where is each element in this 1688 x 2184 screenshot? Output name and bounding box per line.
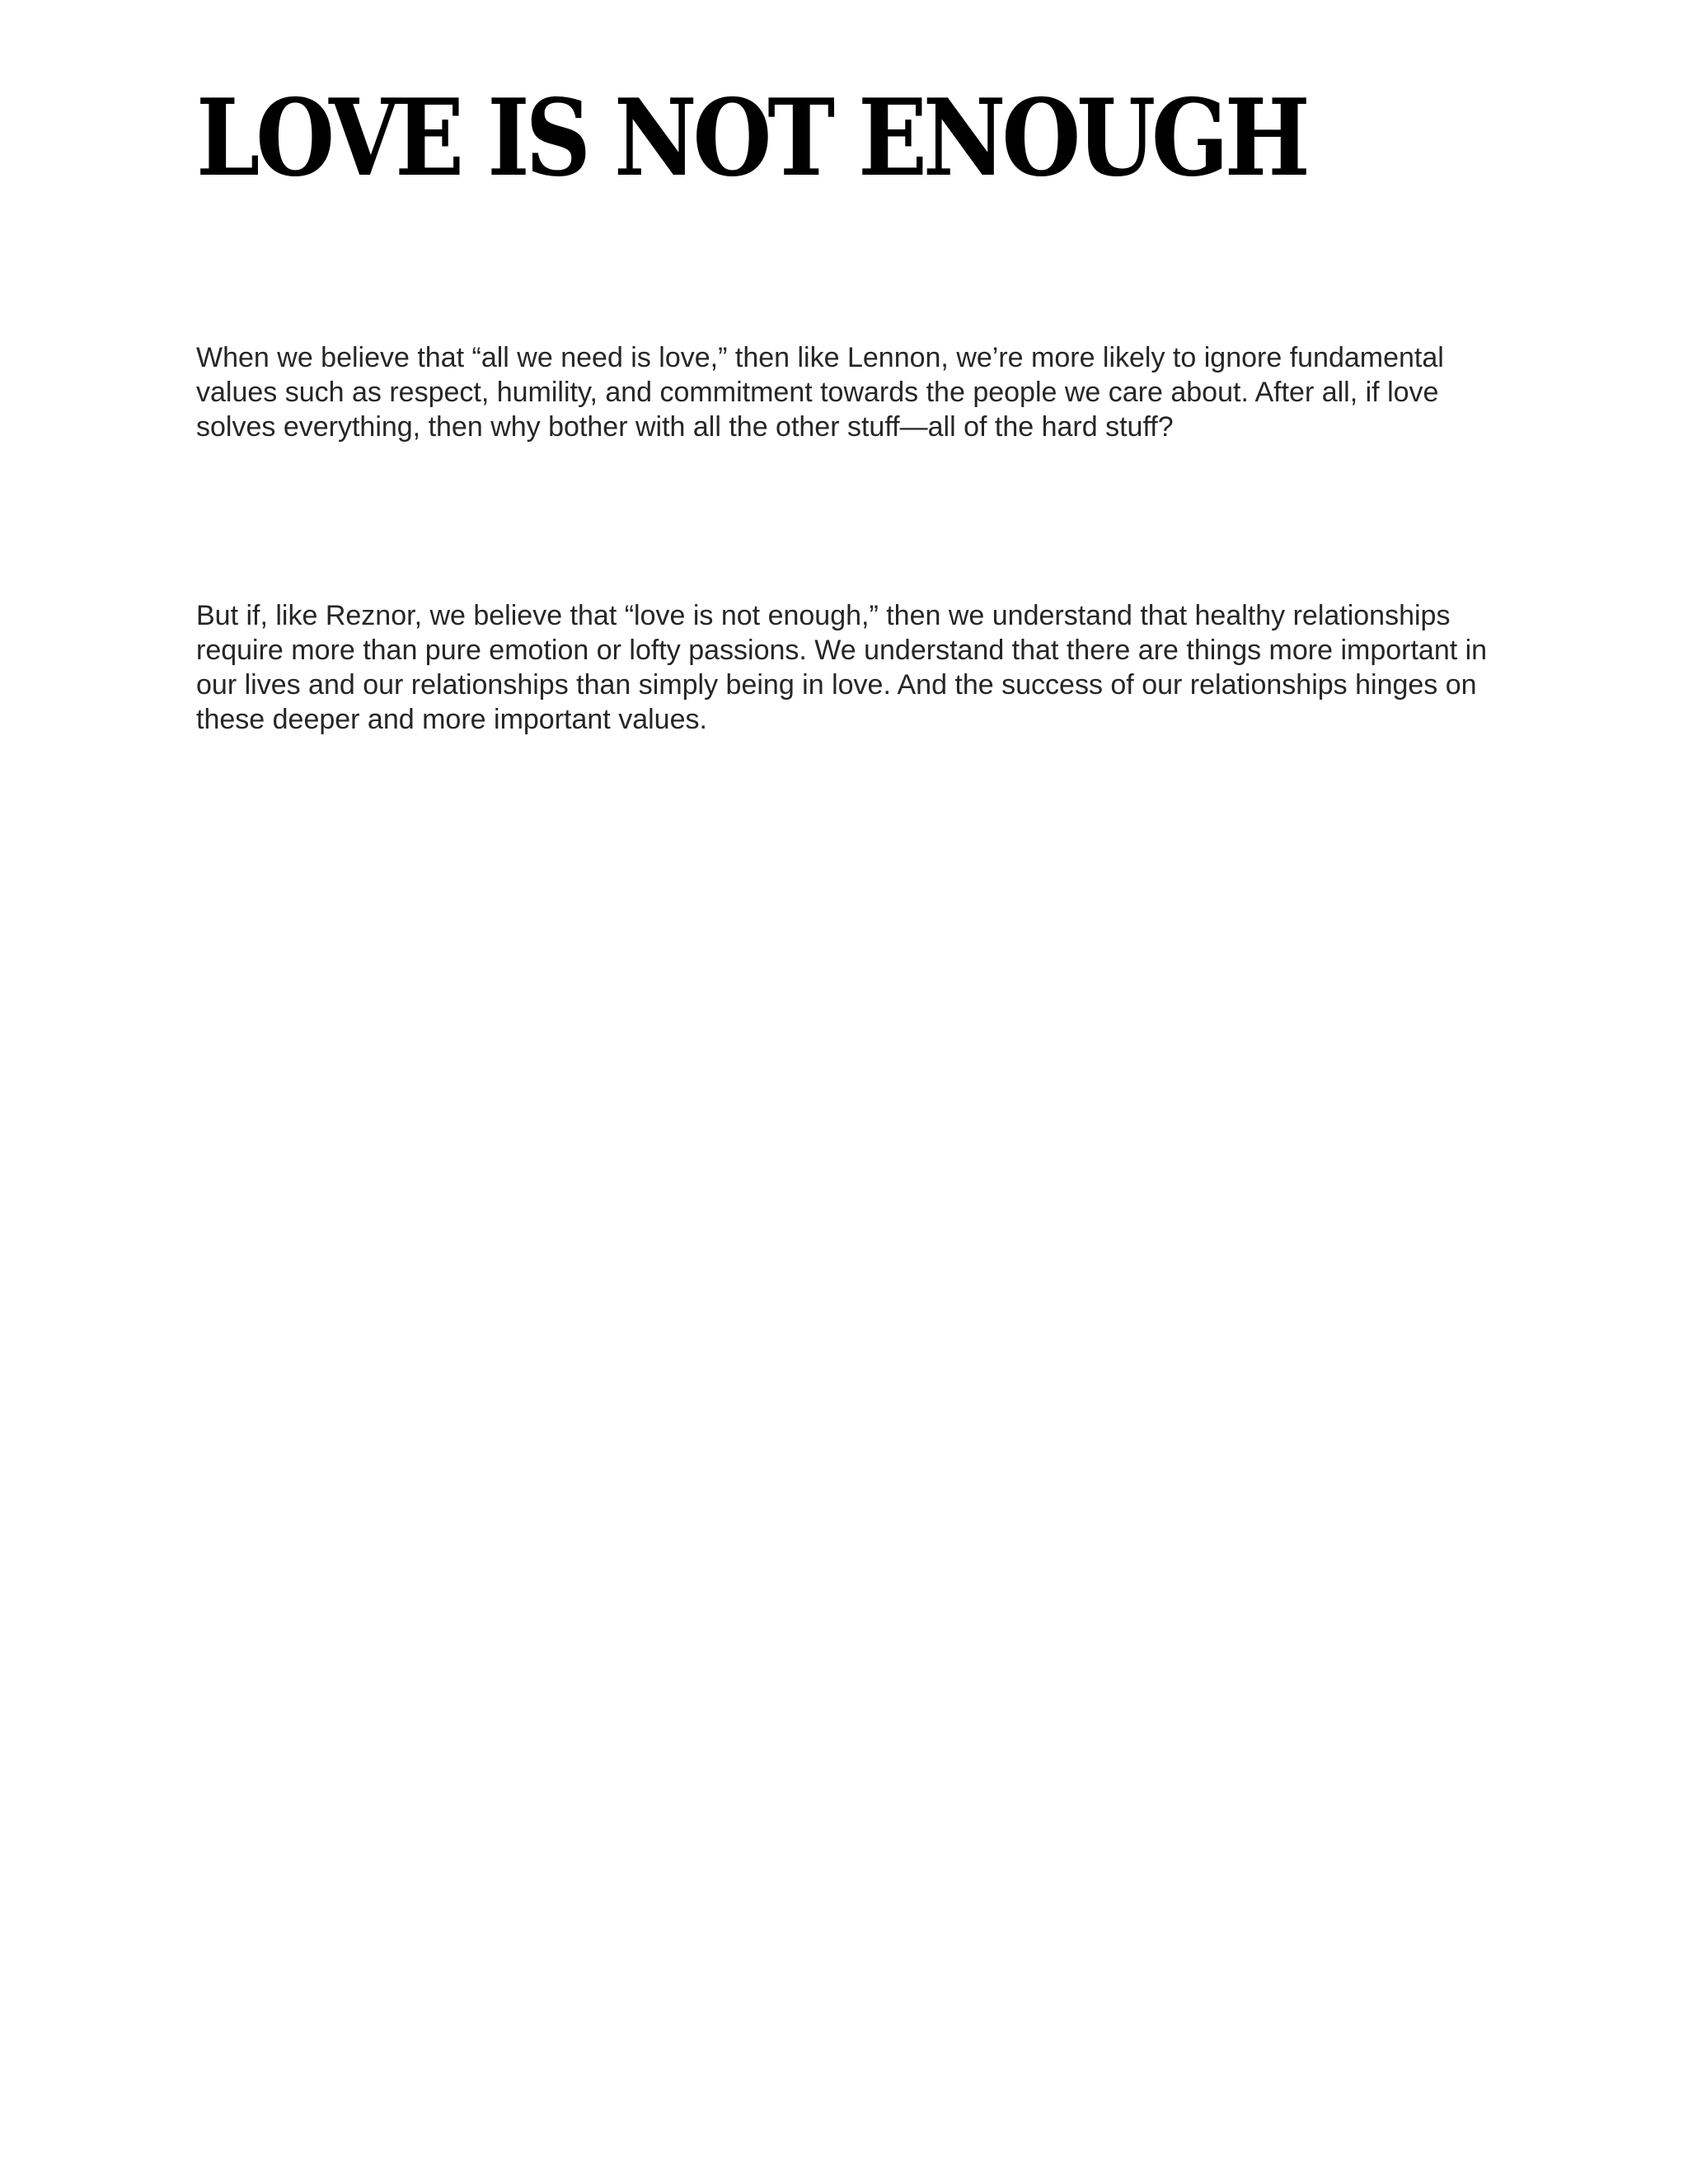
- page-title: LOVE IS NOT ENOUGH: [196, 77, 1306, 200]
- body-paragraph-1: When we believe that “all we need is love,” then like Lennon, we’re more likely to ignore fundamental values such as respect, humility, and commitment towards the people we care about. After all, if love solves everything, then why bother with all the other stuff—all of the hard stuff?: [196, 342, 1444, 443]
- body-paragraph-2: But if, like Reznor, we believe that “love is not enough,” then we understand that healthy relationships require more than pure emotion or lofty passions. We understand that there are things more important in our lives and our relationships than simply being in love. And the success of our relationships hinges on these deeper and more important values.: [196, 600, 1488, 735]
